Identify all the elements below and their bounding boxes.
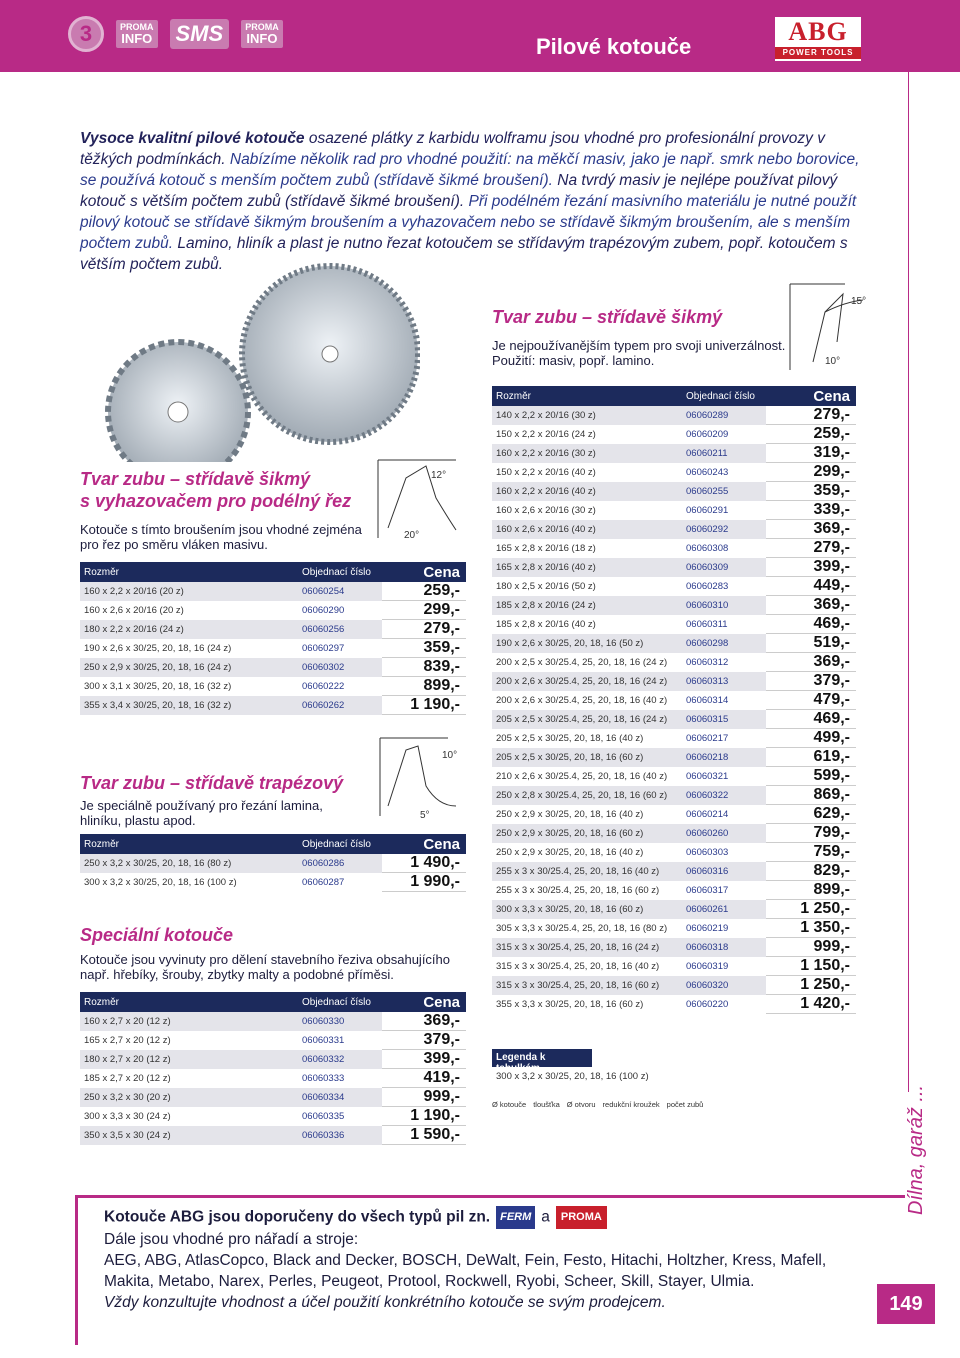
order-cell: 06060302 bbox=[298, 658, 382, 677]
tooth-diagram-b bbox=[376, 458, 468, 546]
size-cell: 315 x 3 x 30/25.4, 25, 20, 18, 16 (40 z) bbox=[492, 957, 682, 976]
header-bar bbox=[0, 0, 960, 72]
sms-logo: SMS bbox=[170, 19, 230, 49]
table-row bbox=[492, 995, 856, 1014]
price-cell: 379,- bbox=[382, 1031, 466, 1050]
footer-line-2: Dále jsou vhodné pro nářadí a stroje: bbox=[104, 1231, 359, 1248]
table-row bbox=[492, 957, 856, 976]
price-cell: 369,- bbox=[766, 653, 856, 672]
section-a-title: Tvar zubu – střídavě šikmý bbox=[492, 307, 723, 327]
order-cell: 06060317 bbox=[682, 881, 766, 900]
order-cell: 06060311 bbox=[682, 615, 766, 634]
price-cell: 369,- bbox=[766, 596, 856, 615]
legend-keys bbox=[492, 1100, 703, 1109]
order-cell: 06060330 bbox=[298, 1012, 382, 1031]
price-cell: 829,- bbox=[766, 862, 856, 881]
order-cell: 06060286 bbox=[298, 854, 382, 873]
order-cell: 06060303 bbox=[682, 843, 766, 862]
ferm-logo: FERM bbox=[496, 1206, 535, 1229]
small-blade-hole bbox=[168, 402, 188, 422]
proma-info-logo: PROMA INFO bbox=[116, 20, 158, 48]
price-cell: 999,- bbox=[766, 938, 856, 957]
table-row bbox=[492, 976, 856, 995]
price-cell: 1 590,- bbox=[382, 1126, 466, 1145]
price-cell: 279,- bbox=[766, 406, 856, 425]
col-size: Rozměr bbox=[80, 992, 298, 1012]
legend-key-bore: Ø otvoru bbox=[566, 1100, 596, 1109]
order-cell: 06060298 bbox=[682, 634, 766, 653]
table-row bbox=[80, 582, 466, 601]
angle-5: 5° bbox=[420, 810, 430, 821]
price-cell: 799,- bbox=[766, 824, 856, 843]
size-cell: 150 x 2,2 x 20/16 (40 z) bbox=[492, 463, 682, 482]
size-cell: 160 x 2,6 x 20/16 (40 z) bbox=[492, 520, 682, 539]
price-cell: 1 490,- bbox=[382, 854, 466, 873]
order-cell: 06060219 bbox=[682, 919, 766, 938]
table-row bbox=[492, 406, 856, 425]
price-cell: 519,- bbox=[766, 634, 856, 653]
price-cell: 1 250,- bbox=[766, 900, 856, 919]
side-divider bbox=[908, 72, 909, 1092]
section-b-title-2: s vyhazovačem pro podélný řez bbox=[80, 491, 352, 511]
size-cell: 250 x 3,2 x 30 (20 z) bbox=[80, 1088, 298, 1107]
order-cell: 06060211 bbox=[682, 444, 766, 463]
order-cell: 06060316 bbox=[682, 862, 766, 881]
col-price: Cena bbox=[382, 834, 466, 854]
size-cell: 160 x 2,2 x 20/16 (30 z) bbox=[492, 444, 682, 463]
table-row bbox=[492, 691, 856, 710]
size-cell: 355 x 3,4 x 30/25, 20, 18, 16 (32 z) bbox=[80, 696, 298, 715]
table-row bbox=[80, 677, 466, 696]
price-cell: 259,- bbox=[766, 425, 856, 444]
section-b-desc-1: Kotouče s tímto broušením jsou vhodné zejména bbox=[80, 522, 362, 537]
table-row bbox=[492, 539, 856, 558]
section-c-title: Tvar zubu – střídavě trapézový bbox=[80, 773, 344, 793]
header-logos bbox=[68, 16, 283, 52]
size-cell: 200 x 2,6 x 30/25.4, 25, 20, 18, 16 (24 z) bbox=[492, 672, 682, 691]
footer-line-4: Makita, Metabo, Narex, Perles, Peugeot, Protool, Rockwell, Ryobi, Scheer, Skill, Stayer, Ulmia. bbox=[104, 1273, 755, 1290]
size-cell: 185 x 2,8 x 20/16 (40 z) bbox=[492, 615, 682, 634]
order-cell: 06060255 bbox=[682, 482, 766, 501]
size-cell: 250 x 2,9 x 30/25, 20, 18, 16 (24 z) bbox=[80, 658, 298, 677]
table-row bbox=[80, 1031, 466, 1050]
side-label: Dílna, garáž ... bbox=[905, 1084, 927, 1215]
col-order: Objednací číslo bbox=[298, 562, 382, 582]
table-row bbox=[492, 577, 856, 596]
order-cell: 06060336 bbox=[298, 1126, 382, 1145]
table-row bbox=[80, 696, 466, 715]
size-cell: 160 x 2,6 x 20/16 (20 z) bbox=[80, 601, 298, 620]
order-cell: 06060309 bbox=[682, 558, 766, 577]
order-cell: 06060321 bbox=[682, 767, 766, 786]
legend-example: 300 x 3,2 x 30/25, 20, 18, 16 (100 z) bbox=[496, 1071, 649, 1082]
table-row bbox=[492, 672, 856, 691]
table-row bbox=[492, 729, 856, 748]
section-d-desc-1: Kotouče jsou vyvinuty pro dělení stavebního řeziva obsahujícího bbox=[80, 952, 451, 967]
col-price: Cena bbox=[766, 386, 856, 406]
col-order: Objednací číslo bbox=[298, 992, 382, 1012]
order-cell: 06060261 bbox=[682, 900, 766, 919]
price-cell: 259,- bbox=[382, 582, 466, 601]
table-section-d bbox=[80, 992, 466, 1145]
tooth-diagram-a bbox=[785, 282, 880, 374]
price-cell: 999,- bbox=[382, 1088, 466, 1107]
col-size: Rozměr bbox=[80, 562, 298, 582]
price-cell: 479,- bbox=[766, 691, 856, 710]
col-price: Cena bbox=[382, 562, 466, 582]
order-cell: 06060214 bbox=[682, 805, 766, 824]
section-b-desc-2: pro řez po směru vláken masivu. bbox=[80, 537, 268, 552]
size-cell: 250 x 2,8 x 30/25.4, 25, 20, 18, 16 (60 z) bbox=[492, 786, 682, 805]
price-cell: 339,- bbox=[766, 501, 856, 520]
price-cell: 759,- bbox=[766, 843, 856, 862]
proma-logo: PROMA bbox=[556, 1206, 607, 1229]
col-order: Objednací číslo bbox=[682, 386, 766, 406]
saw-blades-illustration bbox=[100, 262, 420, 462]
table-row bbox=[492, 786, 856, 805]
size-cell: 165 x 2,8 x 20/16 (18 z) bbox=[492, 539, 682, 558]
size-cell: 355 x 3,3 x 30/25, 20, 18, 16 (60 z) bbox=[492, 995, 682, 1014]
order-cell: 06060222 bbox=[298, 677, 382, 696]
order-cell: 06060335 bbox=[298, 1107, 382, 1126]
size-cell: 315 x 3 x 30/25.4, 25, 20, 18, 16 (24 z) bbox=[492, 938, 682, 957]
price-cell: 359,- bbox=[382, 639, 466, 658]
order-cell: 06060310 bbox=[682, 596, 766, 615]
size-cell: 160 x 2,2 x 20/16 (20 z) bbox=[80, 582, 298, 601]
order-cell: 06060315 bbox=[682, 710, 766, 729]
table-row bbox=[80, 1050, 466, 1069]
section-a-desc-1: Je nejpoužívanějším typem pro svoji univerzálnost. bbox=[492, 338, 786, 353]
section-c-desc-1: Je speciálně používaný pro řezání lamina, bbox=[80, 798, 323, 813]
table-section-b bbox=[80, 562, 466, 715]
angle-12: 12° bbox=[431, 470, 447, 481]
warranty-badge: 3 bbox=[68, 16, 104, 52]
section-c-desc-2: hliníku, plastu apod. bbox=[80, 813, 196, 828]
size-cell: 165 x 2,7 x 20 (12 z) bbox=[80, 1031, 298, 1050]
size-cell: 160 x 2,2 x 20/16 (40 z) bbox=[492, 482, 682, 501]
large-blade-hole bbox=[322, 346, 338, 362]
size-cell: 300 x 3,3 x 30/25, 20, 18, 16 (60 z) bbox=[492, 900, 682, 919]
size-cell: 300 x 3,2 x 30/25, 20, 18, 16 (100 z) bbox=[80, 873, 298, 892]
size-cell: 185 x 2,7 x 20 (12 z) bbox=[80, 1069, 298, 1088]
table-row bbox=[492, 520, 856, 539]
size-cell: 205 x 2,5 x 30/25, 20, 18, 16 (40 z) bbox=[492, 729, 682, 748]
table-row bbox=[80, 873, 466, 892]
price-cell: 899,- bbox=[766, 881, 856, 900]
table-row bbox=[492, 843, 856, 862]
price-cell: 379,- bbox=[766, 672, 856, 691]
angle-10-c: 10° bbox=[442, 750, 458, 761]
table-row bbox=[492, 501, 856, 520]
section-d-title: Speciální kotouče bbox=[80, 925, 234, 945]
price-cell: 1 150,- bbox=[766, 957, 856, 976]
price-cell: 619,- bbox=[766, 748, 856, 767]
table-row bbox=[492, 596, 856, 615]
order-cell: 06060308 bbox=[682, 539, 766, 558]
size-cell: 160 x 2,7 x 20 (12 z) bbox=[80, 1012, 298, 1031]
size-cell: 255 x 3 x 30/25.4, 25, 20, 18, 16 (40 z) bbox=[492, 862, 682, 881]
size-cell: 210 x 2,6 x 30/25.4, 25, 20, 18, 16 (40 z) bbox=[492, 767, 682, 786]
order-cell: 06060256 bbox=[298, 620, 382, 639]
table-section-a bbox=[492, 386, 856, 1014]
table-row bbox=[492, 558, 856, 577]
table-row bbox=[492, 938, 856, 957]
price-cell: 449,- bbox=[766, 577, 856, 596]
col-price: Cena bbox=[382, 992, 466, 1012]
table-row bbox=[80, 1069, 466, 1088]
table-row bbox=[492, 425, 856, 444]
footer-line-1: Kotouče ABG jsou doporučeny do všech typů pil zn. FERM a PROMA bbox=[104, 1206, 884, 1229]
table-row bbox=[80, 1012, 466, 1031]
price-cell: 369,- bbox=[766, 520, 856, 539]
price-cell: 369,- bbox=[382, 1012, 466, 1031]
size-cell: 250 x 3,2 x 30/25, 20, 18, 16 (80 z) bbox=[80, 854, 298, 873]
order-cell: 06060217 bbox=[682, 729, 766, 748]
table-row bbox=[80, 658, 466, 677]
angle-20: 20° bbox=[404, 530, 420, 541]
size-cell: 255 x 3 x 30/25.4, 25, 20, 18, 16 (60 z) bbox=[492, 881, 682, 900]
size-cell: 190 x 2,6 x 30/25, 20, 18, 16 (50 z) bbox=[492, 634, 682, 653]
size-cell: 250 x 2,9 x 30/25, 20, 18, 16 (40 z) bbox=[492, 805, 682, 824]
table-row bbox=[80, 601, 466, 620]
order-cell: 06060333 bbox=[298, 1069, 382, 1088]
price-cell: 1 190,- bbox=[382, 1107, 466, 1126]
order-cell: 06060218 bbox=[682, 748, 766, 767]
order-cell: 06060332 bbox=[298, 1050, 382, 1069]
legend-key-thickness: tloušťka bbox=[533, 1100, 560, 1109]
order-cell: 06060312 bbox=[682, 653, 766, 672]
price-cell: 399,- bbox=[382, 1050, 466, 1069]
size-cell: 300 x 3,1 x 30/25, 20, 18, 16 (32 z) bbox=[80, 677, 298, 696]
size-cell: 205 x 2,5 x 30/25.4, 25, 20, 18, 16 (24 z) bbox=[492, 710, 682, 729]
order-cell: 06060314 bbox=[682, 691, 766, 710]
table-row bbox=[492, 615, 856, 634]
proma-info-logo-2: PROMA INFO bbox=[241, 20, 283, 48]
col-size: Rozměr bbox=[492, 386, 682, 406]
price-cell: 469,- bbox=[766, 615, 856, 634]
col-order: Objednací číslo bbox=[298, 834, 382, 854]
price-cell: 299,- bbox=[766, 463, 856, 482]
table-row bbox=[492, 444, 856, 463]
size-cell: 250 x 2,9 x 30/25, 20, 18, 16 (40 z) bbox=[492, 843, 682, 862]
legend-key-reduction: redukční kroužek bbox=[602, 1100, 660, 1109]
page-title: Pilové kotouče bbox=[536, 34, 692, 59]
price-cell: 1 990,- bbox=[382, 873, 466, 892]
angle-10: 10° bbox=[825, 356, 841, 367]
table-row bbox=[492, 881, 856, 900]
price-cell: 399,- bbox=[766, 558, 856, 577]
tooth-diagram-c bbox=[378, 736, 470, 824]
size-cell: 350 x 3,5 x 30 (24 z) bbox=[80, 1126, 298, 1145]
table-row bbox=[492, 805, 856, 824]
price-cell: 299,- bbox=[382, 601, 466, 620]
price-cell: 839,- bbox=[382, 658, 466, 677]
size-cell: 200 x 2,6 x 30/25.4, 25, 20, 18, 16 (40 z) bbox=[492, 691, 682, 710]
table-row bbox=[492, 710, 856, 729]
table-row bbox=[492, 824, 856, 843]
section-b-title-1: Tvar zubu – střídavě šikmý bbox=[80, 469, 311, 489]
table-section-c bbox=[80, 834, 466, 892]
price-cell: 1 420,- bbox=[766, 995, 856, 1014]
table-row bbox=[80, 1107, 466, 1126]
order-cell: 06060243 bbox=[682, 463, 766, 482]
price-cell: 869,- bbox=[766, 786, 856, 805]
order-cell: 06060320 bbox=[682, 976, 766, 995]
table-row bbox=[492, 862, 856, 881]
size-cell: 250 x 2,9 x 30/25, 20, 18, 16 (60 z) bbox=[492, 824, 682, 843]
price-cell: 1 190,- bbox=[382, 696, 466, 715]
order-cell: 06060334 bbox=[298, 1088, 382, 1107]
table-row bbox=[80, 854, 466, 873]
order-cell: 06060319 bbox=[682, 957, 766, 976]
size-cell: 180 x 2,5 x 20/16 (50 z) bbox=[492, 577, 682, 596]
size-cell: 205 x 2,5 x 30/25, 20, 18, 16 (60 z) bbox=[492, 748, 682, 767]
footer-text bbox=[104, 1206, 884, 1313]
price-cell: 359,- bbox=[766, 482, 856, 501]
price-cell: 279,- bbox=[382, 620, 466, 639]
size-cell: 185 x 2,8 x 20/16 (24 z) bbox=[492, 596, 682, 615]
order-cell: 06060297 bbox=[298, 639, 382, 658]
col-size: Rozměr bbox=[80, 834, 298, 854]
table-row bbox=[492, 482, 856, 501]
size-cell: 300 x 3,3 x 30 (24 z) bbox=[80, 1107, 298, 1126]
page-number: 149 bbox=[877, 1284, 935, 1324]
order-cell: 06060283 bbox=[682, 577, 766, 596]
size-cell: 200 x 2,5 x 30/25.4, 25, 20, 18, 16 (24 z) bbox=[492, 653, 682, 672]
size-cell: 305 x 3,3 x 30/25.4, 25, 20, 18, 16 (80 z) bbox=[492, 919, 682, 938]
table-row bbox=[80, 1126, 466, 1145]
price-cell: 469,- bbox=[766, 710, 856, 729]
table-row bbox=[492, 653, 856, 672]
size-cell: 180 x 2,7 x 20 (12 z) bbox=[80, 1050, 298, 1069]
order-cell: 06060209 bbox=[682, 425, 766, 444]
legend-title: Legenda k tabulkám bbox=[492, 1049, 592, 1067]
order-cell: 06060220 bbox=[682, 995, 766, 1014]
price-cell: 899,- bbox=[382, 677, 466, 696]
price-cell: 599,- bbox=[766, 767, 856, 786]
size-cell: 315 x 3 x 30/25.4, 25, 20, 18, 16 (60 z) bbox=[492, 976, 682, 995]
order-cell: 06060292 bbox=[682, 520, 766, 539]
size-cell: 150 x 2,2 x 20/16 (24 z) bbox=[492, 425, 682, 444]
size-cell: 165 x 2,8 x 20/16 (40 z) bbox=[492, 558, 682, 577]
order-cell: 06060291 bbox=[682, 501, 766, 520]
order-cell: 06060289 bbox=[682, 406, 766, 425]
section-d-desc-2: např. hřebíky, šrouby, zbytky malty a podobné příměsi. bbox=[80, 967, 394, 982]
order-cell: 06060318 bbox=[682, 938, 766, 957]
size-cell: 140 x 2,2 x 20/16 (30 z) bbox=[492, 406, 682, 425]
order-cell: 06060260 bbox=[682, 824, 766, 843]
order-cell: 06060331 bbox=[298, 1031, 382, 1050]
legend-key-diameter: Ø kotouče bbox=[492, 1100, 527, 1109]
price-cell: 629,- bbox=[766, 805, 856, 824]
price-cell: 419,- bbox=[382, 1069, 466, 1088]
price-cell: 499,- bbox=[766, 729, 856, 748]
size-cell: 180 x 2,2 x 20/16 (24 z) bbox=[80, 620, 298, 639]
table-row bbox=[492, 767, 856, 786]
table-row bbox=[492, 463, 856, 482]
order-cell: 06060287 bbox=[298, 873, 382, 892]
section-a-desc-2: Použití: masiv, popř. lamino. bbox=[492, 353, 655, 368]
intro-paragraph: Vysoce kvalitní pilové kotouče osazené plátky z karbidu wolframu jsou vhodné pro profesionální provozy v těžkých podmínkách. Nabízíme několik rad pro vhodné použití: na měkčí masiv, jako je např. smrk nebo borovice, se používá kotouč s menším počtem zubů (střídavě šikmé broušení). Na tvrdý masiv je nejlépe používat pilový kotouč s větším počtem zubů (střídavě šikmé broušení). Při podélném řezání masivního materiálu je nutné použít pilový kotouč se střídavě šikmým broušením a vyhazovačem nebo se střídavě šikmým broušením, ale s menším počtem zubů. Lamino, hliník a plast je nutno řezat kotoučem se střídavým trapézovým zubem, popř. kotoučem s větším počtem zubů. bbox=[80, 130, 860, 273]
legend-key-teeth: počet zubů bbox=[666, 1100, 704, 1109]
table-row bbox=[80, 620, 466, 639]
angle-15: 15° bbox=[851, 296, 867, 307]
table-row bbox=[492, 634, 856, 653]
table-row bbox=[80, 639, 466, 658]
price-cell: 1 350,- bbox=[766, 919, 856, 938]
order-cell: 06060322 bbox=[682, 786, 766, 805]
order-cell: 06060313 bbox=[682, 672, 766, 691]
size-cell: 190 x 2,6 x 30/25, 20, 18, 16 (24 z) bbox=[80, 639, 298, 658]
table-row bbox=[80, 1088, 466, 1107]
footer-line-5: Vždy konzultujte vhodnost a účel použití konkrétního kotouče se svým prodejcem. bbox=[104, 1294, 666, 1311]
price-cell: 279,- bbox=[766, 539, 856, 558]
size-cell: 160 x 2,6 x 20/16 (30 z) bbox=[492, 501, 682, 520]
price-cell: 1 250,- bbox=[766, 976, 856, 995]
order-cell: 06060290 bbox=[298, 601, 382, 620]
table-row bbox=[492, 900, 856, 919]
abg-logo: ABG POWER TOOLS bbox=[775, 17, 861, 61]
price-cell: 319,- bbox=[766, 444, 856, 463]
table-row bbox=[492, 748, 856, 767]
order-cell: 06060262 bbox=[298, 696, 382, 715]
order-cell: 06060254 bbox=[298, 582, 382, 601]
table-row bbox=[492, 919, 856, 938]
footer-line-3: AEG, ABG, AtlasCopco, Black and Decker, BOSCH, DeWalt, Fein, Festo, Hitachi, Holtzher, Kress, Mafell, bbox=[104, 1252, 827, 1269]
